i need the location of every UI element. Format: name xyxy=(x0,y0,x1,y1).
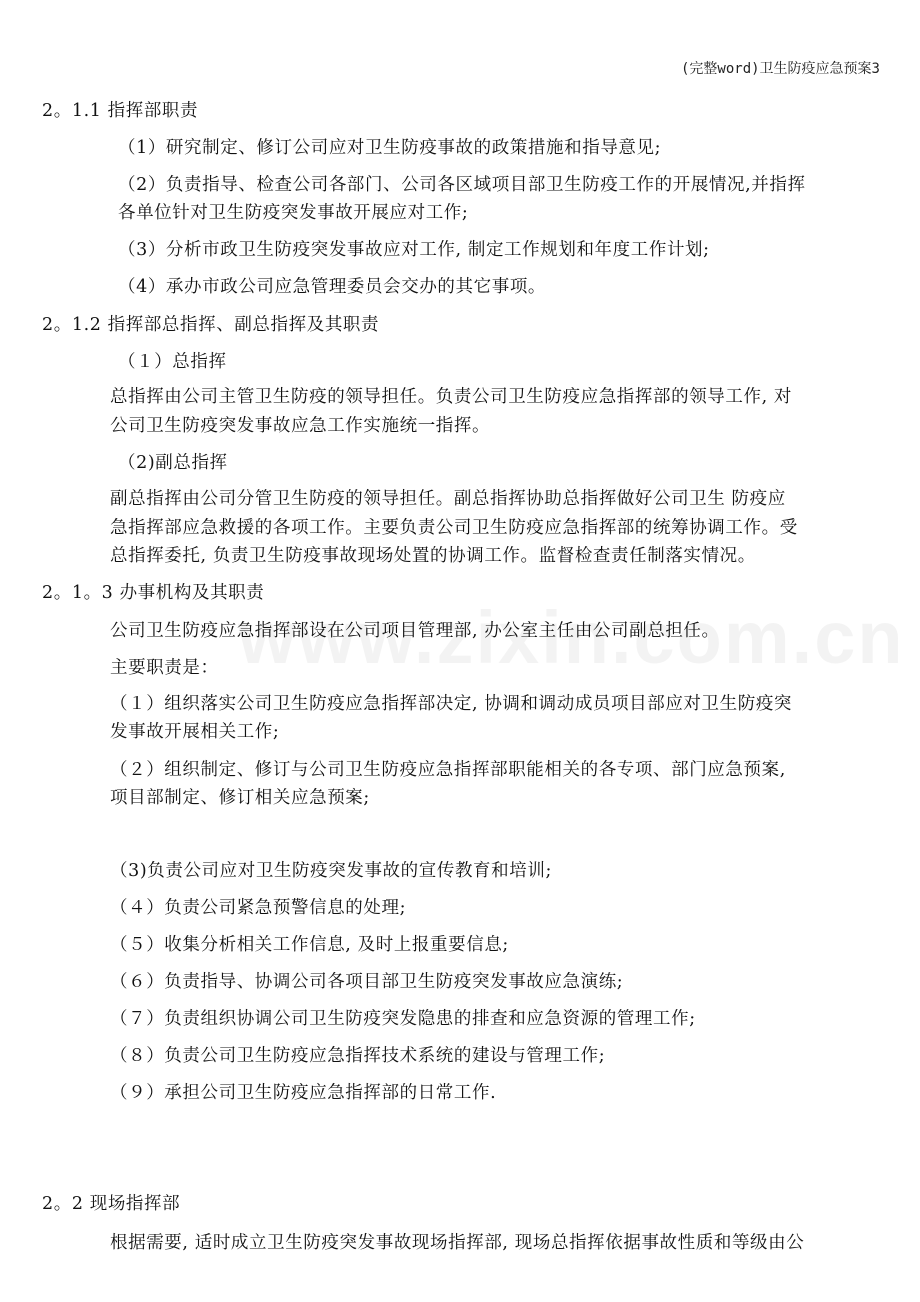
paragraph-line: 各单位针对卫生防疫突发事故开展应对工作; xyxy=(118,203,469,223)
paragraph-line: 项目部制定、修订相关应急预案; xyxy=(110,788,370,808)
paragraph-line: （５）收集分析相关工作信息, 及时上报重要信息; xyxy=(110,935,509,955)
paragraph-line: （2)副总指挥 xyxy=(118,453,228,473)
paragraph-line: （８）负责公司卫生防疫应急指挥技术系统的建设与管理工作; xyxy=(110,1046,606,1066)
section-heading-2-1-3: 2。1。3 办事机构及其职责 xyxy=(42,583,265,603)
paragraph-line: （６）负责指导、协调公司各项目部卫生防疫突发事故应急演练; xyxy=(110,972,624,992)
page-header-title: (完整word)卫生防疫应急预案3 xyxy=(680,61,880,77)
paragraph-line: （２）组织制定、修订与公司卫生防疫应急指挥部职能相关的各专项、部门应急预案, xyxy=(110,760,786,780)
paragraph-line: 总指挥由公司主管卫生防疫的领导担任。负责公司卫生防疫应急指挥部的领导工作, 对 xyxy=(110,387,793,407)
paragraph-line: （１）总指挥 xyxy=(118,352,227,372)
paragraph-line: 发事故开展相关工作; xyxy=(110,722,280,742)
section-heading-2-2: 2。2 现场指挥部 xyxy=(42,1194,181,1214)
paragraph-line: 根据需要, 适时成立卫生防疫突发事故现场指挥部, 现场总指挥依据事故性质和等级由公 xyxy=(110,1233,805,1253)
paragraph-line: （１）组织落实公司卫生防疫应急指挥部决定, 协调和调动成员项目部应对卫生防疫突 xyxy=(110,694,793,714)
paragraph-line: （７）负责组织协调公司卫生防疫突发隐患的排查和应急资源的管理工作; xyxy=(110,1009,696,1029)
paragraph-line: 公司卫生防疫应急指挥部设在公司项目管理部, 办公室主任由公司副总担任。 xyxy=(110,621,720,641)
paragraph-line: 副总指挥由公司分管卫生防疫的领导担任。副总指挥协助总指挥做好公司卫生 防疫应 xyxy=(110,489,786,509)
paragraph-line: （４）负责公司紧急预警信息的处理; xyxy=(110,898,407,918)
paragraph-line: （2）负责指导、检查公司各部门、公司各区域项目部卫生防疫工作的开展情况,并指挥 xyxy=(118,175,806,195)
paragraph-line: （3)负责公司应对卫生防疫突发事故的宣传教育和培训; xyxy=(110,861,552,881)
paragraph-line: （3）分析市政卫生防疫突发事故应对工作, 制定工作规划和年度工作计划; xyxy=(118,240,710,260)
paragraph-line: （９）承担公司卫生防疫应急指挥部的日常工作. xyxy=(110,1083,497,1103)
paragraph-line: 总指挥委托, 负责卫生防疫事故现场处置的协调工作。监督检查责任制落实情况。 xyxy=(110,546,756,566)
paragraph-line: （4）承办市政公司应急管理委员会交办的其它事项。 xyxy=(118,277,547,297)
paragraph-line: 公司卫生防疫突发事故应急工作实施统一指挥。 xyxy=(110,416,491,436)
section-heading-2-1-1: 2。1.1 指挥部职责 xyxy=(42,101,199,121)
paragraph-line: 急指挥部应急救援的各项工作。主要负责公司卫生防疫应急指挥部的统筹协调工作。受 xyxy=(110,518,798,538)
paragraph-line: （1）研究制定、修订公司应对卫生防疫事故的政策措施和指导意见; xyxy=(118,138,662,158)
paragraph-line: 主要职责是： xyxy=(110,658,219,678)
section-heading-2-1-2: 2。1.2 指挥部总指挥、副总指挥及其职责 xyxy=(42,315,380,335)
